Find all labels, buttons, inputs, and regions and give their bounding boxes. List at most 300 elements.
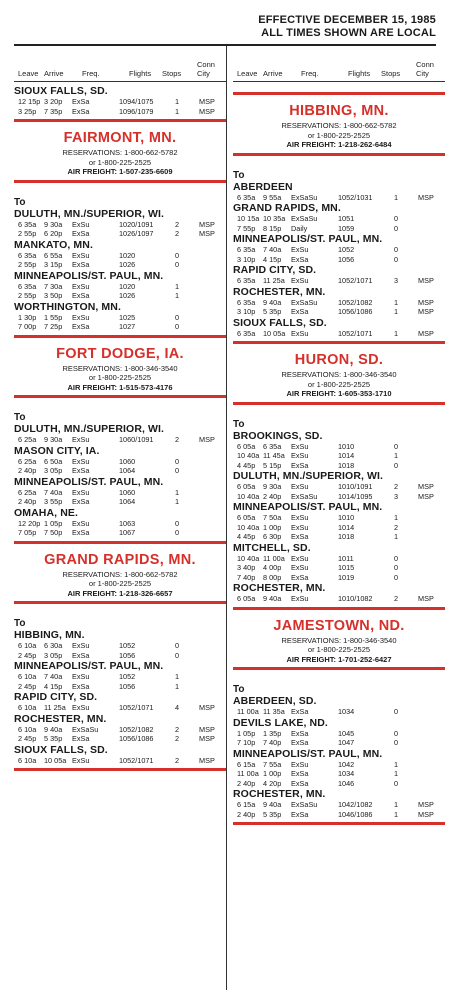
- flight-arrive: 11 25a: [44, 703, 66, 712]
- flight-arrive: 7 50p: [44, 528, 63, 537]
- flight-flights: 1025: [119, 312, 136, 322]
- section-divider: [14, 768, 226, 771]
- flight-row: [233, 810, 445, 820]
- flight-leave: 6 35a: [237, 297, 256, 307]
- hdr-city: City: [197, 69, 210, 78]
- flight-arrive: 4 15p: [44, 681, 63, 691]
- section-divider: [233, 153, 445, 156]
- flight-arrive: 11 25a: [263, 276, 285, 285]
- flight-conn: MSP: [199, 219, 215, 229]
- flight-stops: 1: [394, 800, 399, 809]
- flight-leave: 2 55p: [18, 260, 37, 269]
- header-rule: [14, 81, 226, 82]
- flight-flights: 1060/1091: [119, 435, 154, 444]
- to-label: To: [233, 418, 245, 430]
- flight-flights: 1064: [119, 466, 136, 475]
- effective-notice: [258, 14, 436, 40]
- hdr-leave: Leave: [237, 69, 258, 78]
- flight-row: [14, 497, 226, 507]
- flight-freq: ExSu: [72, 312, 90, 322]
- flight-row: [14, 466, 226, 476]
- air-freight-phone: AIR FREIGHT: 1-605-353-1710: [286, 389, 392, 398]
- flight-flights: 1046/1086: [338, 809, 373, 819]
- flight-row: [14, 97, 226, 107]
- flight-leave: 6 10a: [18, 641, 37, 650]
- flight-conn: MSP: [418, 192, 434, 202]
- flight-freq: ExSa: [291, 769, 309, 778]
- flight-flights: 1096/1079: [119, 106, 154, 116]
- flight-freq: ExSu: [291, 482, 309, 491]
- flight-flights: 1010: [338, 513, 355, 522]
- flight-row: [233, 573, 445, 583]
- origin-city-title: FORT DODGE, IA.: [56, 345, 184, 362]
- flight-rows: [14, 488, 226, 507]
- flight-leave: 6 35a: [237, 328, 256, 338]
- flight-flights: 1014/1095: [338, 491, 373, 501]
- flight-row: [233, 554, 445, 564]
- flight-freq: ExSa: [291, 460, 309, 470]
- destination-name: DULUTH, MN./SUPERIOR, WI.: [14, 207, 165, 220]
- flight-leave: 3 10p: [237, 307, 256, 316]
- flight-leave: 12 15p: [18, 97, 41, 106]
- flight-stops: 1: [175, 672, 180, 681]
- flight-flights: 1018: [338, 532, 355, 541]
- flight-conn: MSP: [418, 328, 434, 338]
- alt-phone: or 1-800-225-2525: [88, 157, 152, 167]
- column-header-right: [233, 50, 445, 78]
- flight-leave: 6 05a: [237, 513, 256, 522]
- flight-stops: 0: [175, 518, 180, 528]
- destination-name: MINNEAPOLIS/ST. PAUL, MN.: [14, 475, 164, 488]
- section-divider: [233, 607, 445, 610]
- flight-arrive: 7 40a: [263, 245, 282, 254]
- section-divider: [14, 395, 226, 398]
- section-divider: [14, 601, 226, 604]
- flight-freq: ExSu: [291, 563, 309, 572]
- to-label: To: [14, 196, 26, 208]
- flight-flights: 1056/1086: [119, 734, 154, 743]
- right-column: [233, 50, 445, 828]
- hdr-flights: Flights: [348, 69, 371, 78]
- flight-flights: 1018: [338, 460, 355, 470]
- flight-row: [14, 282, 226, 292]
- flight-leave: 6 15a: [237, 800, 256, 809]
- flight-row: [233, 800, 445, 810]
- flight-leave: 12 20p: [18, 518, 41, 528]
- flight-freq: ExSu: [291, 451, 309, 460]
- flight-arrive: 5 35p: [44, 734, 63, 743]
- flight-row: [233, 523, 445, 533]
- flight-freq: ExSaSu: [291, 192, 318, 202]
- flight-row: [233, 492, 445, 502]
- flight-stops: 3: [394, 491, 399, 501]
- destination-name: DEVILS LAKE, ND.: [233, 716, 328, 729]
- hdr-stops: Stops: [381, 69, 401, 78]
- flight-freq: Daily: [291, 223, 308, 233]
- flight-arrive: 7 25p: [44, 322, 63, 331]
- flight-leave: 6 05a: [237, 594, 256, 603]
- flight-row: [14, 725, 226, 735]
- flight-leave: 6 05a: [237, 482, 256, 491]
- flight-freq: ExSu: [291, 328, 309, 338]
- flight-row: [14, 488, 226, 498]
- origin-hibbing: [233, 103, 445, 344]
- flight-row: [233, 255, 445, 265]
- flight-conn: MSP: [199, 703, 215, 712]
- flight-stops: 1: [394, 513, 399, 522]
- flight-flights: 1056/1086: [338, 307, 373, 316]
- flight-flights: 1046: [338, 778, 355, 788]
- flight-row: [233, 729, 445, 739]
- flight-leave: 10 15a: [237, 214, 260, 223]
- origin-city-title: FAIRMONT, MN.: [63, 130, 177, 146]
- flight-freq: ExSa: [291, 707, 309, 716]
- flight-freq: ExSa: [291, 738, 309, 747]
- flight-stops: 2: [175, 219, 180, 229]
- flight-leave: 6 35a: [18, 250, 37, 260]
- destination-name: BROOKINGS, SD.: [233, 429, 323, 442]
- flight-arrive: 1 00p: [263, 769, 282, 778]
- destination-name: RAPID CITY, SD.: [233, 264, 317, 276]
- flight-arrive: 9 55a: [263, 192, 282, 202]
- flight-arrive: 1 05p: [44, 518, 63, 528]
- destination-name: HIBBING, MN.: [14, 629, 85, 641]
- hdr-conn: Conn: [416, 60, 434, 69]
- flight-freq: ExSu: [291, 276, 309, 285]
- flight-leave: 6 15a: [237, 759, 256, 769]
- flight-leave: 7 10p: [237, 738, 256, 747]
- flight-arrive: 4 00p: [263, 563, 282, 572]
- flight-stops: 1: [394, 759, 399, 769]
- hdr-arrive: Arrive: [263, 69, 283, 78]
- flight-stops: 1: [394, 328, 399, 338]
- flight-leave: 2 40p: [18, 497, 37, 506]
- flight-arrive: 2 40p: [263, 491, 282, 501]
- flight-stops: 1: [175, 681, 180, 691]
- flight-stops: 1: [394, 809, 399, 819]
- flight-leave: 1 05p: [237, 728, 256, 738]
- flight-freq: ExSaSu: [291, 214, 318, 223]
- flight-freq: ExSu: [72, 672, 90, 681]
- flight-flights: 1059: [338, 223, 355, 233]
- flight-rows: [14, 251, 226, 270]
- flight-leave: 10 40a: [237, 553, 260, 563]
- flight-stops: 2: [175, 229, 180, 238]
- flight-flights: 1011: [338, 553, 354, 563]
- flight-arrive: 6 50a: [44, 456, 63, 466]
- flight-flights: 1067: [119, 528, 136, 537]
- flight-stops: 0: [175, 322, 180, 331]
- flight-freq: ExSa: [291, 778, 309, 788]
- flight-stops: 2: [394, 594, 399, 603]
- flight-stops: 0: [175, 650, 180, 660]
- flight-row: [233, 224, 445, 234]
- destination-name: MINNEAPOLIS/ST. PAUL, MN.: [233, 747, 383, 760]
- flight-flights: 1094/1075: [119, 97, 154, 106]
- flight-row: [14, 435, 226, 445]
- flight-conn: MSP: [418, 276, 434, 285]
- flight-freq: ExSa: [291, 728, 309, 738]
- flight-rows: [14, 756, 226, 766]
- flight-rows: [14, 725, 226, 744]
- flight-leave: 6 25a: [18, 435, 37, 444]
- flight-stops: 2: [394, 522, 399, 532]
- section-divider: [14, 335, 226, 338]
- flight-freq: ExSaSu: [291, 800, 318, 809]
- section-divider: [233, 341, 445, 344]
- flight-rows: [233, 707, 445, 717]
- times-local-note: ALL TIMES SHOWN ARE LOCAL: [261, 27, 436, 39]
- flight-leave: 6 35a: [18, 281, 37, 291]
- flight-leave: 6 10a: [18, 703, 37, 712]
- origin-fort-dodge: [14, 346, 226, 544]
- flight-rows: [233, 760, 445, 789]
- flight-stops: 0: [394, 738, 399, 747]
- flight-conn: MSP: [418, 491, 434, 501]
- flight-arrive: 7 40a: [44, 487, 63, 497]
- flight-freq: ExSu: [72, 518, 90, 528]
- flight-stops: 0: [394, 441, 399, 451]
- flight-leave: 2 55p: [18, 229, 37, 238]
- column-divider: [226, 46, 227, 990]
- flight-arrive: 3 50p: [44, 291, 63, 300]
- flight-freq: ExSa: [72, 734, 90, 743]
- contact-block: [233, 370, 445, 399]
- flight-arrive: 6 30a: [44, 641, 63, 650]
- flight-rows: [14, 313, 226, 332]
- reservations-phone: RESERVATIONS: 1-800-346-3540: [62, 363, 178, 373]
- flight-rows: [14, 703, 226, 713]
- flight-leave: 6 10a: [18, 755, 37, 765]
- flight-flights: 1014: [338, 522, 355, 532]
- to-label: To: [14, 618, 26, 629]
- flight-leave: 3 40p: [237, 563, 256, 572]
- flight-flights: 1060: [119, 456, 136, 466]
- flight-flights: 1063: [119, 518, 136, 528]
- destination-name: ROCHESTER, MN.: [14, 712, 107, 725]
- origin-city-title: HURON, SD.: [294, 352, 384, 368]
- contact-block: [14, 364, 226, 393]
- reservations-phone: RESERVATIONS: 1-800-662-5782: [62, 148, 178, 157]
- flight-arrive: 6 55a: [44, 250, 63, 260]
- flight-rows: [14, 97, 226, 116]
- flight-freq: ExSa: [72, 106, 90, 116]
- flight-rows: [233, 329, 445, 339]
- destination-name: WORTHINGTON, MN.: [14, 300, 121, 313]
- flight-row: [14, 682, 226, 692]
- flight-leave: 6 35a: [237, 245, 256, 254]
- flight-conn: MSP: [418, 307, 434, 316]
- hdr-freq: Freq.: [82, 69, 100, 78]
- flight-stops: 2: [175, 435, 180, 444]
- flight-conn: MSP: [418, 482, 434, 491]
- hdr-stops: Stops: [162, 69, 182, 78]
- destination-name: SIOUX FALLS, SD.: [233, 316, 327, 329]
- flight-flights: 1052: [338, 245, 355, 254]
- flight-arrive: 3 15p: [44, 260, 63, 269]
- flight-arrive: 3 05p: [44, 650, 63, 660]
- flight-arrive: 6 20p: [44, 229, 63, 238]
- contact-block: [14, 148, 226, 177]
- flight-freq: ExSu: [72, 755, 90, 765]
- flight-rows: [14, 519, 226, 538]
- flight-rows: [14, 220, 226, 239]
- flight-stops: 0: [394, 778, 399, 788]
- flight-row: [14, 703, 226, 713]
- flight-freq: ExSa: [72, 229, 90, 238]
- flight-leave: 4 45p: [237, 532, 256, 541]
- flight-leave: 7 40p: [237, 572, 256, 582]
- destination-name: ABERDEEN, SD.: [233, 695, 317, 707]
- flight-row: [233, 329, 445, 339]
- flight-row: [14, 313, 226, 323]
- flight-row: [14, 672, 226, 682]
- destination-name: RAPID CITY, SD.: [14, 691, 98, 703]
- flight-freq: ExSu: [291, 759, 309, 769]
- flight-arrive: 3 55p: [44, 497, 63, 506]
- flight-rows: [233, 245, 445, 264]
- reservations-phone: RESERVATIONS: 1-800-346-3540: [281, 370, 397, 379]
- alt-phone: or 1-800-225-2525: [88, 579, 152, 588]
- flight-arrive: 9 30a: [44, 435, 63, 444]
- flight-stops: 1: [175, 291, 180, 300]
- flight-stops: 2: [394, 482, 399, 491]
- air-freight-phone: AIR FREIGHT: 1-507-235-6609: [67, 167, 173, 176]
- flight-flights: 1052/1071: [338, 276, 373, 285]
- flight-arrive: 11 45a: [263, 451, 285, 460]
- flight-stops: 1: [394, 297, 399, 307]
- flight-flights: 1051: [338, 214, 355, 223]
- flight-conn: MSP: [199, 106, 215, 116]
- flight-rows: [233, 800, 445, 819]
- alt-phone: or 1-800-225-2525: [307, 379, 371, 389]
- alt-phone: or 1-800-225-2525: [307, 130, 371, 140]
- destination-name: ROCHESTER, MN.: [233, 582, 326, 594]
- flight-stops: 0: [394, 254, 399, 264]
- reservations-phone: RESERVATIONS: 1-800-662-5782: [281, 121, 397, 130]
- flight-rows: [233, 214, 445, 233]
- flight-freq: ExSaSu: [291, 297, 318, 307]
- flight-conn: MSP: [199, 435, 215, 444]
- flight-flights: 1020: [119, 281, 136, 291]
- hdr-arrive: Arrive: [44, 69, 64, 78]
- flight-arrive: 7 35p: [44, 106, 63, 116]
- flight-stops: 0: [394, 223, 399, 233]
- flight-row: [233, 707, 445, 717]
- destination-name: MINNEAPOLIS/ST. PAUL, MN.: [233, 501, 383, 513]
- flight-arrive: 8 15p: [263, 223, 282, 233]
- flight-rows: [233, 193, 445, 203]
- flight-rows: [14, 672, 226, 691]
- flight-conn: MSP: [199, 97, 215, 106]
- flight-stops: 1: [394, 532, 399, 541]
- flight-leave: 3 25p: [18, 106, 37, 116]
- flight-leave: 11 00a: [237, 769, 259, 778]
- flight-leave: 7 00p: [18, 322, 37, 331]
- flight-stops: 1: [394, 451, 399, 460]
- top-rule: [14, 44, 436, 46]
- flight-freq: ExSa: [72, 528, 90, 537]
- flight-row: [233, 532, 445, 542]
- flight-flights: 1034: [338, 769, 355, 778]
- to-label: To: [14, 412, 26, 423]
- flight-rows: [233, 594, 445, 604]
- destination-name: SIOUX FALLS, SD.: [14, 85, 108, 97]
- destination-name: ROCHESTER, MN.: [233, 788, 326, 800]
- flight-stops: 2: [175, 734, 180, 743]
- flight-flights: 1026/1097: [119, 229, 154, 238]
- destination-name: MASON CITY, IA.: [14, 444, 100, 457]
- flight-leave: 2 40p: [18, 466, 37, 475]
- flight-leave: 2 55p: [18, 291, 37, 300]
- flight-arrive: 11 00a: [263, 553, 285, 563]
- flight-flights: 1052/1071: [338, 328, 373, 338]
- flight-flights: 1020/1091: [119, 219, 154, 229]
- reservations-phone: RESERVATIONS: 1-800-346-3540: [281, 635, 397, 645]
- flight-arrive: 7 55a: [263, 759, 282, 769]
- flight-flights: 1060: [119, 487, 136, 497]
- contact-block: [233, 636, 445, 665]
- flight-row: [14, 107, 226, 117]
- flight-conn: MSP: [418, 809, 434, 819]
- section-divider: [233, 822, 445, 825]
- flight-row: [233, 738, 445, 748]
- air-freight-phone: AIR FREIGHT: 1-218-326-6657: [67, 588, 173, 598]
- flight-leave: 6 05a: [237, 441, 256, 451]
- flight-stops: 0: [175, 528, 180, 537]
- destination-name: MINNEAPOLIS/ST. PAUL, MN.: [233, 233, 383, 245]
- flight-leave: 10 40a: [237, 451, 260, 460]
- section-divider: [14, 541, 226, 544]
- destination-name: MINNEAPOLIS/ST. PAUL, MN.: [14, 660, 164, 672]
- flight-leave: 1 30p: [18, 312, 37, 322]
- flight-arrive: 10 05a: [263, 328, 286, 338]
- flight-flights: 1019: [338, 572, 355, 582]
- flight-arrive: 7 30a: [44, 281, 63, 291]
- flight-flights: 1056: [119, 650, 136, 660]
- destination-name: GRAND RAPIDS, MN.: [233, 202, 341, 214]
- flight-stops: 2: [175, 724, 180, 734]
- flight-arrive: 7 50a: [263, 513, 282, 522]
- flight-rows: [233, 513, 445, 542]
- hdr-leave: Leave: [18, 69, 39, 78]
- flight-conn: MSP: [199, 755, 215, 765]
- to-label: To: [233, 684, 245, 695]
- flight-freq: ExSu: [291, 522, 309, 532]
- flight-stops: 0: [394, 214, 399, 223]
- flight-freq: ExSa: [291, 532, 309, 541]
- flight-arrive: 5 15p: [263, 460, 282, 470]
- flight-rows: [233, 554, 445, 583]
- flight-flights: 1014: [338, 451, 355, 460]
- flight-conn: MSP: [199, 724, 215, 734]
- flight-freq: ExSu: [72, 219, 90, 229]
- flight-row: [14, 291, 226, 301]
- flight-freq: ExSa: [72, 497, 90, 506]
- flight-leave: 6 25a: [18, 456, 37, 466]
- flight-flights: 1052/1082: [338, 297, 373, 307]
- flight-arrive: 4 20p: [263, 778, 282, 788]
- flight-arrive: 9 30a: [263, 482, 282, 491]
- flight-stops: 0: [394, 572, 399, 582]
- flight-arrive: 1 35p: [263, 728, 282, 738]
- flight-freq: ExSa: [72, 466, 90, 475]
- flight-leave: 6 35a: [237, 192, 256, 202]
- flight-freq: ExSu: [291, 245, 309, 254]
- flight-leave: 6 35a: [237, 276, 256, 285]
- flight-freq: ExSu: [72, 250, 90, 260]
- flight-flights: 1042: [338, 759, 355, 769]
